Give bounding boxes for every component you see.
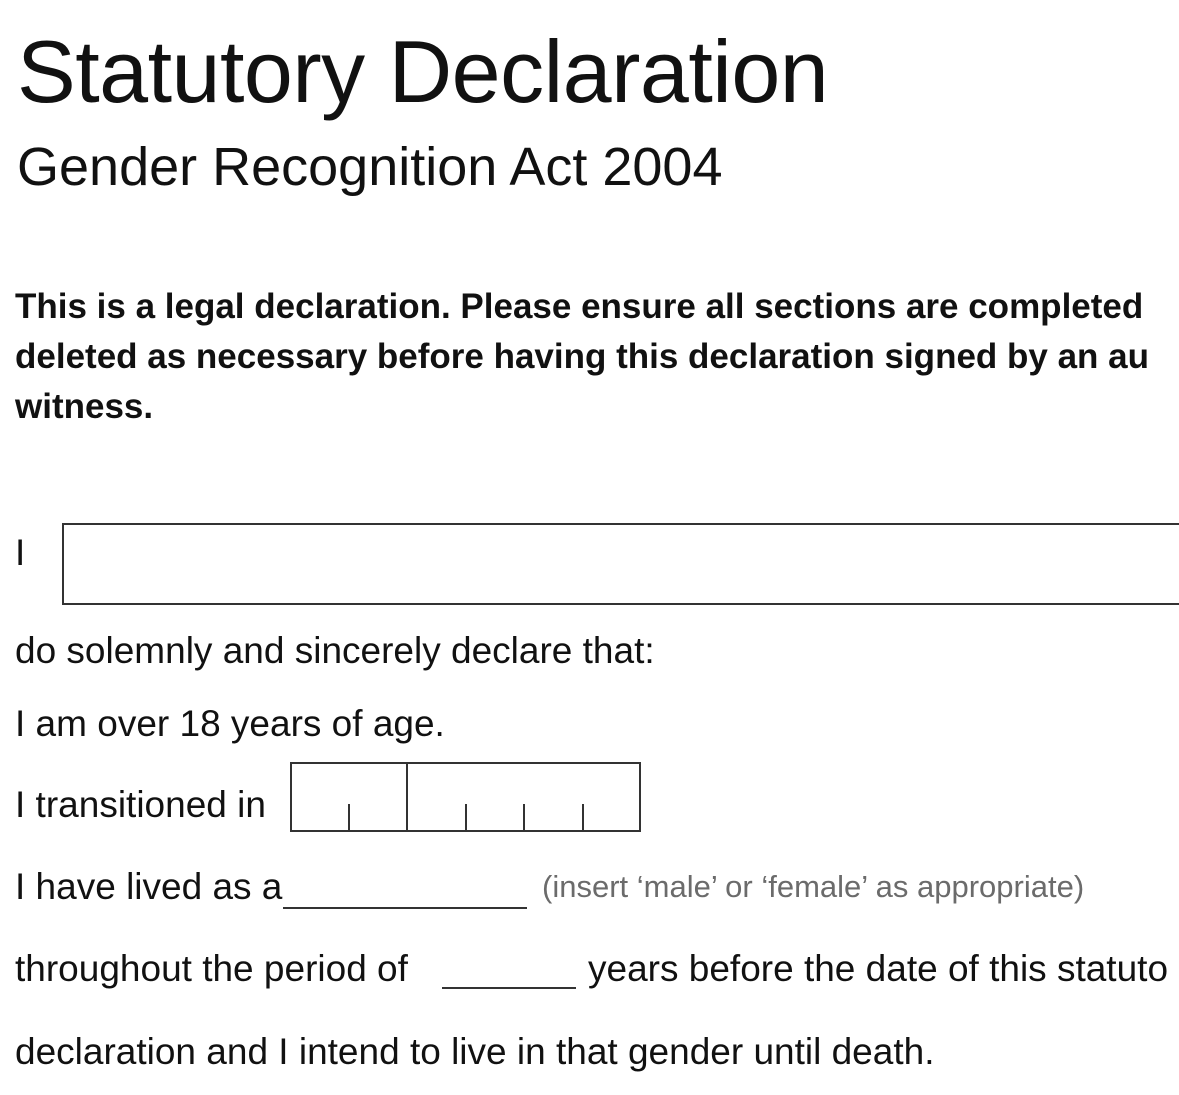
page-title: Statutory Declaration — [17, 22, 829, 121]
age-statement: I am over 18 years of age. — [15, 703, 445, 744]
month-year-divider — [406, 762, 408, 832]
intent-statement: declaration and I intend to live in that gender until death. — [15, 1031, 935, 1072]
gender-field[interactable] — [283, 907, 527, 909]
lived-as-label: I have lived as a — [15, 866, 283, 907]
name-prefix-label: I — [15, 532, 26, 573]
month-digit-separator — [348, 804, 350, 830]
year-digit-separator-2 — [523, 804, 525, 830]
years-statement: years before the date of this statuto — [588, 948, 1169, 989]
period-label: throughout the period of — [15, 948, 408, 989]
year-digit-separator-3 — [582, 804, 584, 830]
page-subtitle: Gender Recognition Act 2004 — [17, 137, 723, 197]
gender-hint: (insert ‘male’ or ‘female’ as appropriate) — [542, 869, 1085, 904]
declare-statement: do solemnly and sincerely declare that: — [15, 630, 655, 671]
declarant-name-field[interactable] — [62, 523, 1179, 605]
legal-notice: This is a legal declaration. Please ensure all sections are completed deleted as necessary before having this declaration signed by an au witness. — [15, 287, 1149, 426]
transitioned-label: I transitioned in — [15, 784, 266, 825]
years-field[interactable] — [442, 987, 576, 989]
year-digit-separator-1 — [465, 804, 467, 830]
